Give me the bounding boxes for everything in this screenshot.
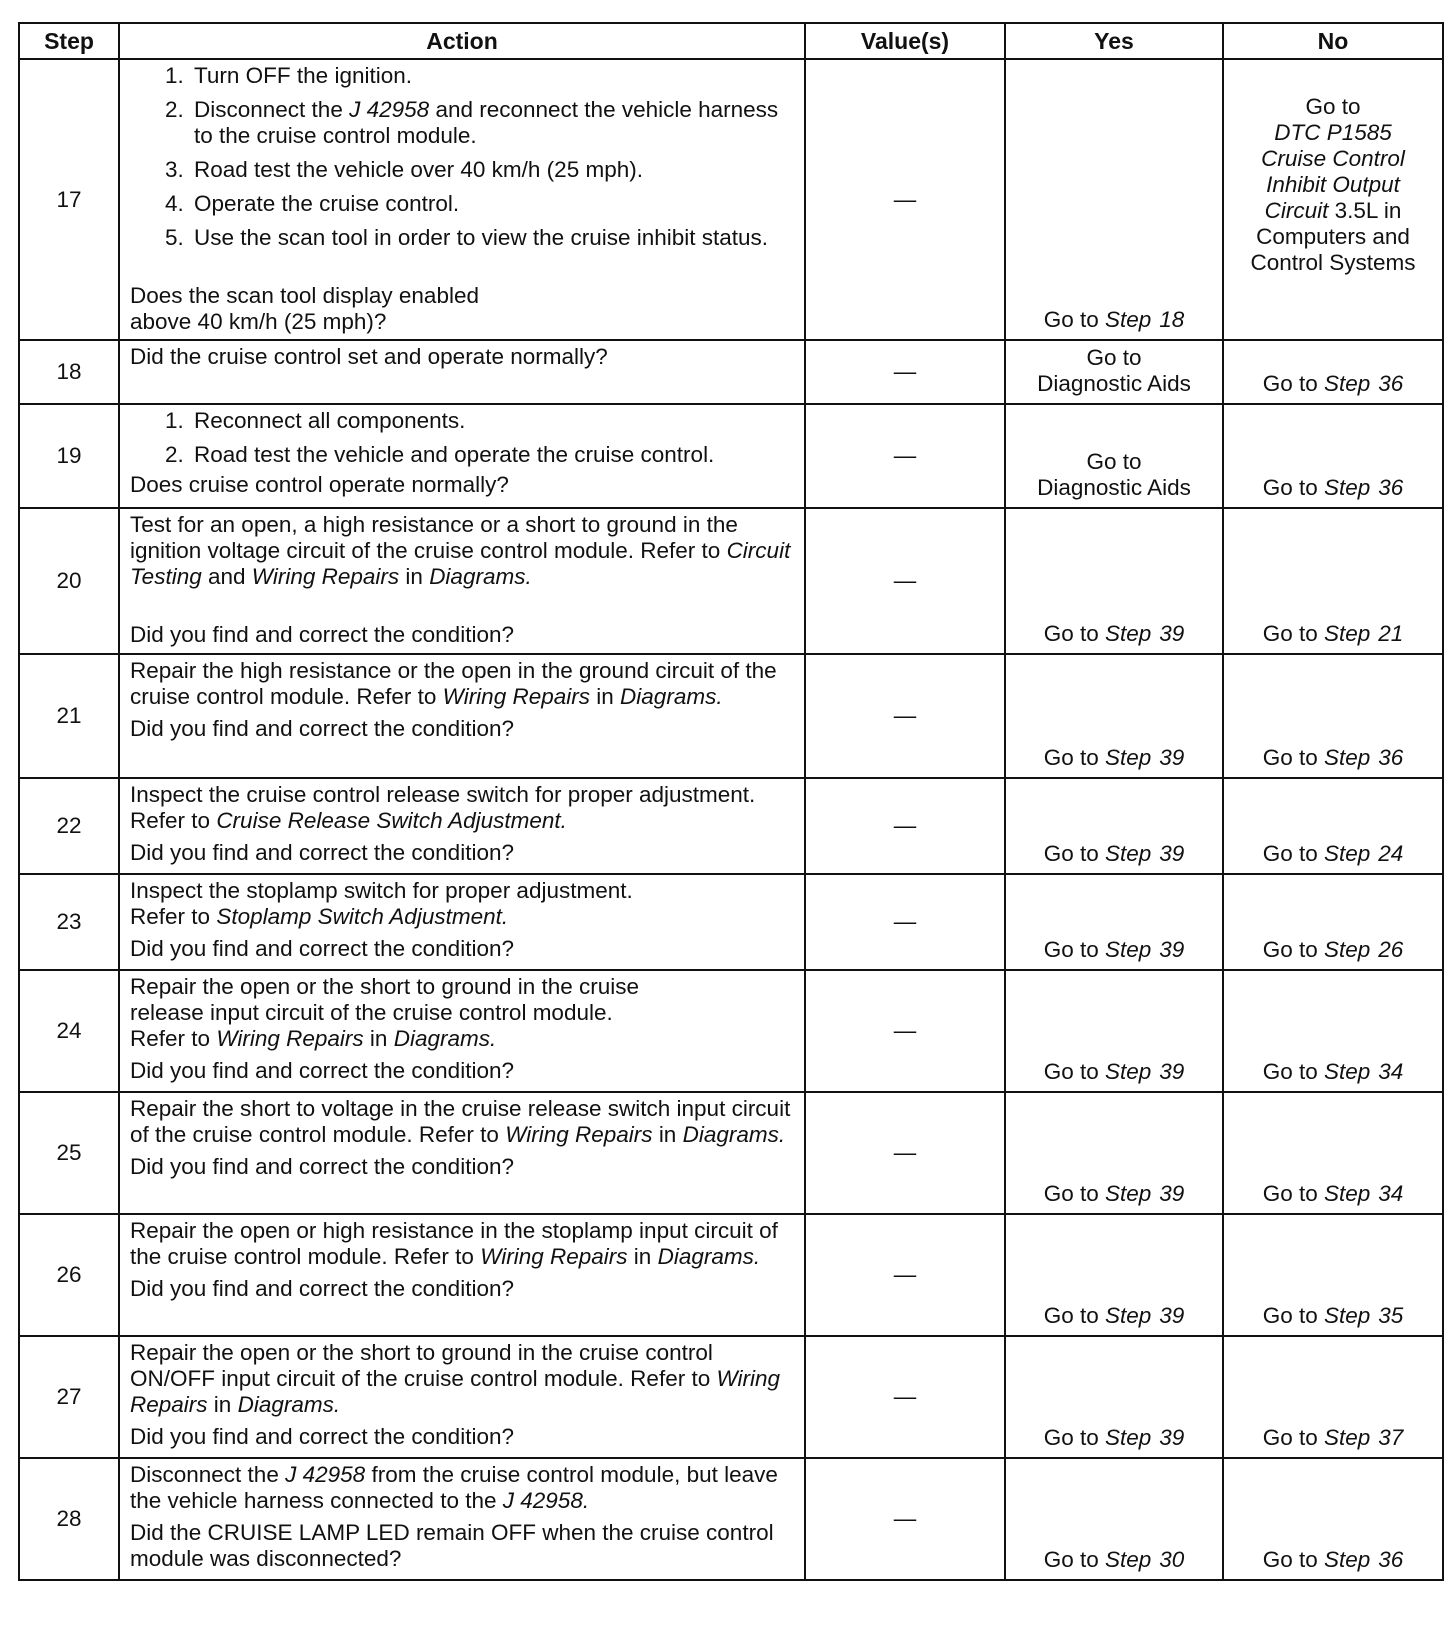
ref-link[interactable]: Wiring Repairs — [130, 1366, 781, 1417]
step-link[interactable]: Step — [1323, 1425, 1371, 1450]
ref-link[interactable]: Diagrams. — [620, 684, 723, 709]
action-cell: Did the cruise control set and operate normally? — [119, 340, 805, 404]
value-cell: — — [805, 1214, 1005, 1336]
yes-cell: Go to Step 39 — [1005, 508, 1223, 654]
value-cell: — — [805, 1092, 1005, 1214]
action-list — [130, 63, 794, 259]
value-cell: — — [805, 970, 1005, 1092]
step-link[interactable]: Step — [1104, 745, 1152, 770]
action-text: Disconnect the J 42958 from the cruise control module, but leave the vehicle harness connected to the J 42958. — [130, 1462, 778, 1513]
action-question: Did you find and correct the condition? — [130, 1058, 514, 1083]
action-text: Repair the open or high resistance in the stoplamp input circuit of the cruise control module. Refer to Wiring Repairs in Diagrams. — [130, 1218, 778, 1269]
action-cell — [119, 1336, 805, 1458]
step-link[interactable]: Step — [1104, 937, 1152, 962]
action-text: Repair the open or the short to ground in the cruise control ON/OFF input circuit of the cruise control module. Refer to Wiring Repairs in Diagrams. — [130, 1340, 781, 1417]
header-action: Action — [119, 23, 805, 59]
no-cell: Go to Step 21 — [1223, 508, 1443, 654]
step-number: 26 — [19, 1214, 119, 1336]
ref-link[interactable]: Diagrams. — [429, 564, 532, 589]
step-link[interactable]: Step — [1323, 1547, 1371, 1572]
list-item: 4. Operate the cruise control. — [190, 191, 794, 217]
list-item: 2. Disconnect the J 42958 and reconnect the vehicle harness to the cruise control module. — [190, 97, 794, 149]
header-step: Step — [19, 23, 119, 59]
step-link[interactable]: Step — [1323, 371, 1371, 396]
table-row — [19, 1458, 1443, 1580]
step-link[interactable]: Step — [1323, 475, 1371, 500]
no-cell: Go to DTC P1585 Cruise Control Inhibit Output Circuit 3.5L in Computers and Control Systems — [1223, 59, 1443, 340]
action-cell — [119, 654, 805, 778]
no-cell: Go to Step 34 — [1223, 1092, 1443, 1214]
ref-link[interactable]: Wiring Repairs — [216, 1026, 364, 1051]
tool-ref: J 42958 — [285, 1462, 366, 1487]
step-number: 21 — [19, 654, 119, 778]
list-item: 1. Reconnect all components. — [190, 408, 794, 434]
step-link[interactable]: Step — [1323, 1303, 1371, 1328]
list-item: 1. Turn OFF the ignition. — [190, 63, 794, 89]
tool-ref: J 42958 — [349, 97, 430, 122]
yes-cell: Go to Step 39 — [1005, 1336, 1223, 1458]
yes-cell: Go to Step 39 — [1005, 654, 1223, 778]
action-question: Did you find and correct the condition? — [130, 622, 514, 647]
action-cell — [119, 778, 805, 874]
value-cell: — — [805, 1458, 1005, 1580]
step-link[interactable]: Step — [1104, 1303, 1152, 1328]
value-cell: — — [805, 654, 1005, 778]
step-number: 27 — [19, 1336, 119, 1458]
action-cell — [119, 59, 805, 340]
no-cell: Go to Step 35 — [1223, 1214, 1443, 1336]
value-cell: — — [805, 59, 1005, 340]
list-item: 3. Road test the vehicle over 40 km/h (25 mph). — [190, 157, 794, 183]
action-question: Did you find and correct the condition? — [130, 1424, 514, 1449]
no-cell: Go to Step 36 — [1223, 340, 1443, 404]
yes-cell: Go to Step 39 — [1005, 970, 1223, 1092]
step-link[interactable]: Step — [1323, 937, 1371, 962]
step-link[interactable]: Step — [1323, 621, 1371, 646]
table-row — [19, 404, 1443, 508]
no-cell: Go to Step 36 — [1223, 404, 1443, 508]
action-question: Did you find and correct the condition? — [130, 1154, 514, 1179]
yes-cell: Go to Step 30 — [1005, 1458, 1223, 1580]
header-values: Value(s) — [805, 23, 1005, 59]
step-link[interactable]: Step — [1104, 621, 1152, 646]
action-question: Does the scan tool display enabled above 40 km/h (25 mph)? — [130, 283, 479, 334]
no-cell: Go to Step 26 — [1223, 874, 1443, 970]
table-row — [19, 970, 1443, 1092]
dtc-link[interactable]: Inhibit Output — [1266, 171, 1400, 197]
step-number: 17 — [19, 59, 119, 340]
table-row — [19, 778, 1443, 874]
ref-link[interactable]: Diagrams. — [393, 1026, 497, 1051]
action-text: Inspect the stoplamp switch for proper adjustment. — [130, 878, 633, 903]
list-item: 2. Road test the vehicle and operate the cruise control. — [190, 442, 794, 468]
action-text: Refer to Stoplamp Switch Adjustment. — [130, 904, 509, 929]
step-link[interactable]: Step — [1323, 1059, 1371, 1084]
action-question: Did you find and correct the condition? — [130, 936, 514, 961]
yes-cell: Go to Diagnostic Aids — [1005, 340, 1223, 404]
table-row — [19, 1336, 1443, 1458]
action-question: Did you find and correct the condition? — [130, 1276, 514, 1301]
diagnostic-table — [18, 22, 1444, 1581]
step-number: 19 — [19, 404, 119, 508]
step-link[interactable]: Step — [1104, 1425, 1152, 1450]
step-link[interactable]: Step — [1104, 1547, 1152, 1572]
step-number: 22 — [19, 778, 119, 874]
action-cell — [119, 404, 805, 508]
no-cell: Go to Step 34 — [1223, 970, 1443, 1092]
action-cell — [119, 1092, 805, 1214]
header-row — [19, 23, 1443, 59]
no-cell: Go to Step 37 — [1223, 1336, 1443, 1458]
value-cell: — — [805, 340, 1005, 404]
table-row — [19, 1092, 1443, 1214]
table-row — [19, 59, 1443, 340]
action-text: Test for an open, a high resistance or a short to ground in the ignition voltage circuit of the cruise control module. Refer to Circuit Testing and Wiring Repairs in Diagrams. — [130, 512, 791, 589]
action-question: Did you find and correct the condition? — [130, 716, 514, 741]
no-cell: Go to Step 36 — [1223, 1458, 1443, 1580]
header-yes: Yes — [1005, 23, 1223, 59]
step-link[interactable]: Step — [1323, 745, 1371, 770]
action-text: Repair the high resistance or the open in the ground circuit of the cruise control module. Refer to Wiring Repairs in Diagrams. — [130, 658, 777, 709]
ref-link[interactable]: Wiring Repairs — [251, 564, 400, 589]
ref-link[interactable]: Stoplamp Switch Adjustment. — [216, 904, 509, 929]
action-text: Refer to Wiring Repairs in Diagrams. — [130, 1026, 497, 1051]
yes-cell: Go to Step 18 — [1005, 59, 1223, 340]
action-text: Inspect the cruise control release switch for proper adjustment. Refer to Cruise Release Switch Adjustment. — [130, 782, 756, 833]
step-link[interactable]: Step — [1104, 1181, 1152, 1206]
step-number: 23 — [19, 874, 119, 970]
ref-link[interactable]: Diagrams. — [237, 1392, 341, 1417]
action-text: Repair the short to voltage in the cruise release switch input circuit of the cruise control module. Refer to Wiring Repairs in Diagrams. — [130, 1096, 791, 1147]
action-question: Does cruise control operate normally? — [130, 472, 509, 497]
dtc-link[interactable]: DTC P1585 — [1274, 119, 1392, 145]
step-number: 28 — [19, 1458, 119, 1580]
yes-cell: Go to Step 39 — [1005, 1092, 1223, 1214]
action-cell — [119, 970, 805, 1092]
action-cell — [119, 508, 805, 654]
value-cell: — — [805, 508, 1005, 654]
table-row — [19, 874, 1443, 970]
header-no: No — [1223, 23, 1443, 59]
step-number: 18 — [19, 340, 119, 404]
action-cell — [119, 1458, 805, 1580]
yes-cell: Go to Step 39 — [1005, 874, 1223, 970]
ref-link[interactable]: Cruise Release Switch Adjustment. — [216, 808, 567, 833]
step-link[interactable]: Step — [1104, 841, 1152, 866]
step-link[interactable]: Step — [1104, 1059, 1152, 1084]
action-list — [130, 408, 794, 468]
step-link[interactable]: Step — [1323, 1181, 1371, 1206]
value-cell: — — [805, 1336, 1005, 1458]
step-number: 25 — [19, 1092, 119, 1214]
ref-link[interactable]: Wiring Repairs — [480, 1244, 628, 1269]
value-cell: — — [805, 874, 1005, 970]
action-cell — [119, 874, 805, 970]
yes-cell: Go to Diagnostic Aids — [1005, 404, 1223, 508]
no-cell: Go to Step 36 — [1223, 654, 1443, 778]
dtc-link[interactable]: Cruise Control — [1261, 145, 1405, 171]
no-cell: Go to Step 24 — [1223, 778, 1443, 874]
step-link[interactable]: Step — [1104, 307, 1152, 332]
step-number: 24 — [19, 970, 119, 1092]
yes-cell: Go to Step 39 — [1005, 1214, 1223, 1336]
action-question: Did you find and correct the condition? — [130, 840, 514, 865]
tool-ref: J 42958. — [502, 1488, 590, 1513]
ref-link[interactable]: Circuit Testing — [130, 538, 791, 589]
table-row — [19, 508, 1443, 654]
value-cell: — — [805, 778, 1005, 874]
table-row — [19, 654, 1443, 778]
step-number: 20 — [19, 508, 119, 654]
table-row — [19, 1214, 1443, 1336]
value-cell: — — [805, 404, 1005, 508]
list-item: 5. Use the scan tool in order to view the cruise inhibit status. — [190, 225, 794, 251]
table-row — [19, 340, 1443, 404]
step-link[interactable]: Step — [1323, 841, 1371, 866]
action-text: Repair the open or the short to ground in the cruise release input circuit of the cruise control module. — [130, 974, 640, 1025]
ref-link[interactable]: Diagrams. — [657, 1244, 761, 1269]
yes-cell: Go to Step 39 — [1005, 778, 1223, 874]
ref-link[interactable]: Wiring Repairs — [442, 684, 590, 709]
dtc-link[interactable]: Circuit — [1264, 197, 1329, 223]
ref-link[interactable]: Wiring Repairs — [505, 1122, 653, 1147]
ref-link[interactable]: Diagrams. — [682, 1122, 786, 1147]
action-question: Did the CRUISE LAMP LED remain OFF when the cruise control module was disconnected? — [130, 1520, 774, 1571]
action-cell — [119, 1214, 805, 1336]
